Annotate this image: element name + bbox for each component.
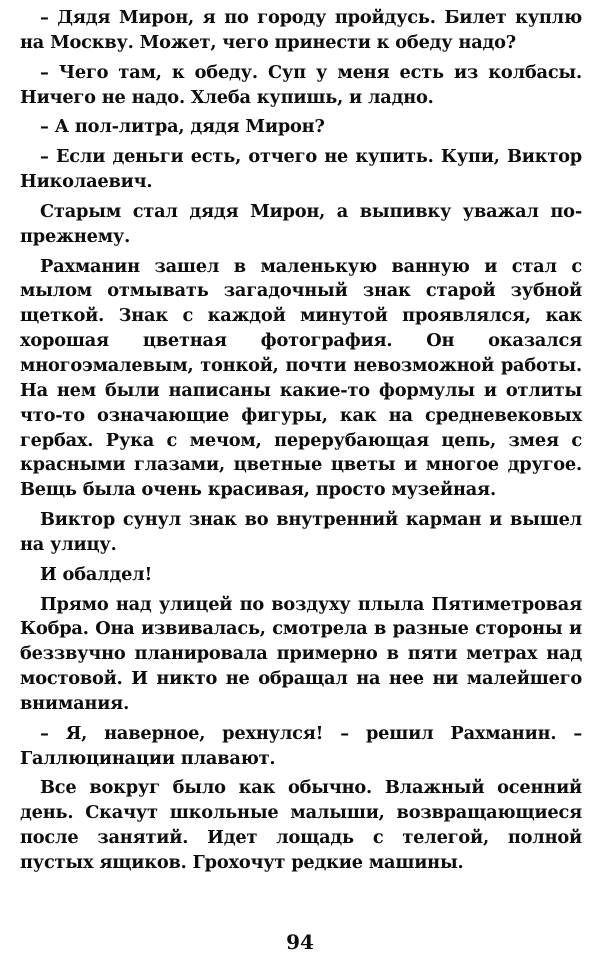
paragraph-9: Прямо над улицей по воздуху плыла Пятиметровая Кобра. Она извивалась, смотрела в разные стороны и беззвучно планировала примерно в пяти метрах над мостовой. И никто не обращал на нее ни малейшего внимания. bbox=[20, 593, 582, 714]
paragraph-6: Рахманин зашел в маленькую ванную и стал с мылом отмывать загадочный знак старой зубной щеткой. Знак с каждой минутой проявлялся, как хорошая цветная фотография. Он оказался многоэмалевым, тонкой, почти невозможной работы. На нем были написаны какие-то формулы и отлиты что-то означающие фигуры, как на средневековых гербах. Рука с мечом, перерубающая цепь, змея с красными глазами, цветные цветы и многое другое. Вещь была очень красивая, просто музейная. bbox=[20, 255, 582, 501]
paragraph-7: Виктор сунул знак во внутренний карман и вышел на улицу. bbox=[20, 509, 582, 555]
paragraph-4: – Если деньги есть, отчего не купить. Купи, Виктор Николаевич. bbox=[20, 146, 582, 193]
paragraph-8: И обалдел! bbox=[40, 563, 153, 585]
paragraph-3: – А пол-литра, дядя Мирон? bbox=[40, 116, 325, 138]
paragraph-1: – Дядя Мирон, я по городу пройдусь. Билет куплю на Москву. Может, чего принести к обеду надо? bbox=[20, 7, 582, 53]
page-text bbox=[20, 6, 582, 881]
paragraph-2: – Чего там, к обеду. Суп у меня есть из колбасы. Ничего не надо. Хлеба купишь, и ладно. bbox=[20, 61, 582, 108]
paragraph-11: Все вокруг было как обычно. Влажный осенний день. Скачут школьные малыши, возвращающиеся после занятий. Идет лощадь с телегой, полной пустых ящиков. Грохочут редкие машины. bbox=[20, 777, 582, 873]
paragraph-10: – Я, наверное, рехнулся! – решил Рахманин. – Галлюцинации плавают. bbox=[20, 722, 582, 769]
page-number: 94 bbox=[286, 930, 314, 954]
paragraph-5: Старым стал дядя Мирон, а выпивку уважал по-прежнему. bbox=[20, 200, 582, 247]
